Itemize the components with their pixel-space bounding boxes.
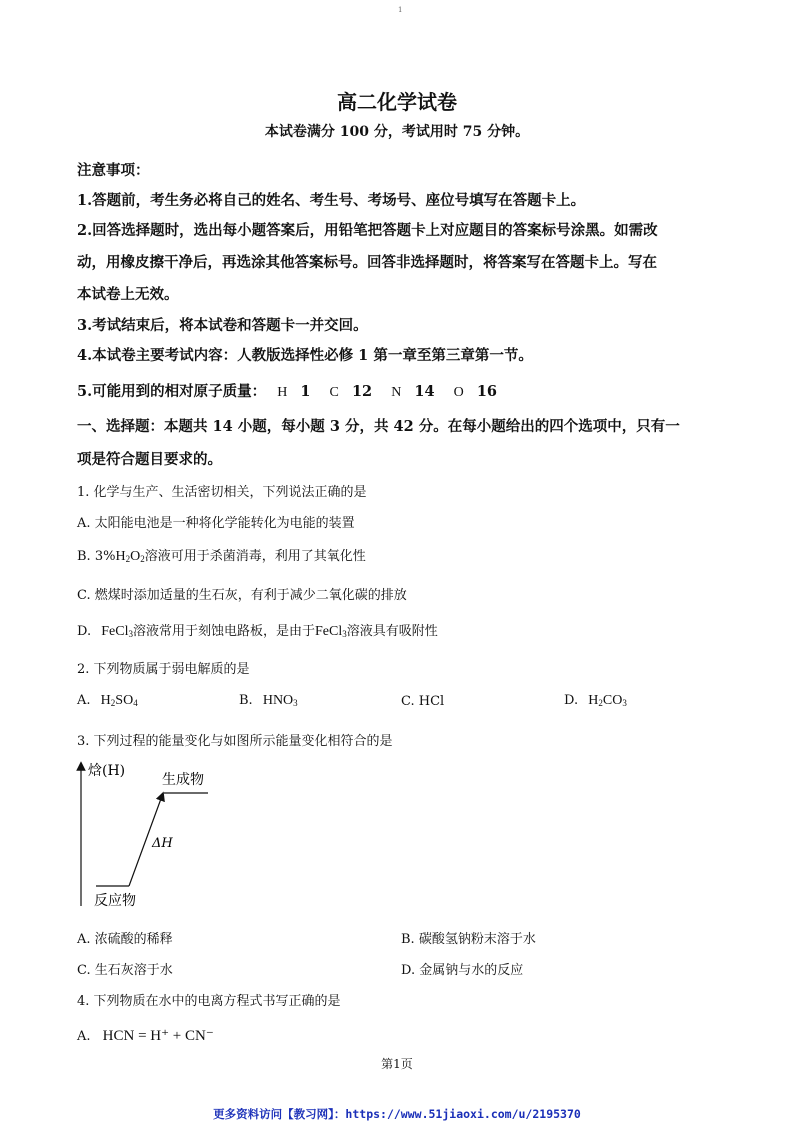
delta-h-label: ΔH bbox=[152, 836, 173, 851]
note-1: 1.答题前，考生务必将自己的姓名、考生号、考场号、座位号填写在答题卡上。 bbox=[77, 192, 586, 209]
note-5-label: 5.可能用到的相对原子质量： bbox=[77, 383, 267, 400]
q4-stem: 4. 下列物质在水中的电离方程式书写正确的是 bbox=[77, 994, 341, 1009]
hno3-formula: $HNO_3$ bbox=[262, 693, 298, 708]
q1-option-b bbox=[77, 545, 366, 565]
page-title: 高二化学试卷 bbox=[337, 90, 457, 114]
notes-heading: 注意事项： bbox=[77, 162, 150, 179]
note-3: 3.考试结束后，将本试卷和答题卡一并交回。 bbox=[77, 317, 368, 334]
q1-option-d-tail: 溶液具有吸附性 bbox=[346, 624, 438, 639]
q2-option-b bbox=[239, 693, 298, 709]
h2co3-formula: $H_2CO_3$ bbox=[588, 693, 627, 708]
h2o2-formula: $H_2O_2$ bbox=[115, 549, 145, 564]
q2-stem: 2. 下列物质属于弱电解质的是 bbox=[77, 662, 250, 677]
q3-option-d: D. 金属钠与水的反应 bbox=[401, 963, 524, 978]
note-2-line-3: 本试卷上无效。 bbox=[77, 286, 179, 303]
h2so4-formula: $H_2SO_4$ bbox=[100, 693, 138, 708]
section-1-line-1: 一、选择题：本题共 14 小题，每小题 3 分，共 42 分。在每小题给出的四个选项中，只有一 bbox=[77, 418, 680, 435]
note-4: 4.本试卷主要考试内容：人教版选择性必修 1 第一章至第三章第一节。 bbox=[77, 347, 533, 364]
q1-option-d-label: D. bbox=[77, 624, 92, 639]
page-number: 第1页 bbox=[381, 1057, 413, 1071]
q4-option-a bbox=[77, 1026, 214, 1045]
footer-link[interactable]: 更多资料访问【教习网】：https://www.51jiaoxi.com/u/2195370 bbox=[213, 1107, 581, 1121]
fecl3-formula: FeCl$_3$ bbox=[101, 624, 133, 639]
q2-option-d bbox=[564, 693, 627, 709]
mass-element-c: C bbox=[329, 385, 339, 400]
enthalpy-axis-label: 焓(H) bbox=[88, 763, 126, 779]
mass-element-o: O bbox=[453, 385, 464, 400]
mass-value-n: 14 bbox=[414, 383, 435, 400]
q3-option-b: B. 碳酸氢钠粉末溶于水 bbox=[401, 932, 536, 947]
section-1-line-2: 项是符合题目要求的。 bbox=[77, 451, 222, 468]
q3-option-c: C. 生石灰溶于水 bbox=[77, 963, 173, 978]
q1-option-b-text: 溶液可用于杀菌消毒，利用了其氧化性 bbox=[144, 549, 366, 564]
mass-element-n: N bbox=[391, 385, 402, 400]
q2-option-a-label: A. bbox=[77, 693, 91, 708]
q2-option-c: C. HCl bbox=[401, 694, 445, 709]
mass-value-h: 1 bbox=[300, 383, 311, 400]
note-2-line-1: 2.回答选择题时，选出每小题答案后，用铅笔把答题卡上对应题目的答案标号涂黑。如需改 bbox=[77, 222, 658, 239]
q2-option-b-label: B. bbox=[239, 693, 253, 708]
mass-element-h: H bbox=[277, 385, 288, 400]
q1-stem: 1. 化学与生产、生活密切相关，下列说法正确的是 bbox=[77, 485, 367, 500]
q4-option-a-equation: HCN = H⁺ + CN⁻ bbox=[102, 1028, 214, 1044]
reactant-label: 反应物 bbox=[94, 893, 136, 909]
q2-option-a bbox=[77, 693, 138, 709]
note-5 bbox=[77, 380, 497, 401]
q4-option-a-label: A. bbox=[77, 1029, 91, 1044]
exam-subtitle: 本试卷满分 100 分，考试用时 75 分钟。 bbox=[264, 124, 530, 140]
q1-option-b-prefix: B. 3% bbox=[77, 549, 116, 564]
q3-stem: 3. 下列过程的能量变化与如图所示能量变化相符合的是 bbox=[77, 734, 393, 749]
mass-value-o: 16 bbox=[476, 383, 498, 400]
q1-option-a: A. 太阳能电池是一种将化学能转化为电能的装置 bbox=[77, 516, 355, 531]
mass-value-c: 12 bbox=[351, 383, 373, 400]
product-label: 生成物 bbox=[162, 772, 204, 788]
q1-option-d-text: 溶液常用于刻蚀电路板，是由于 bbox=[132, 624, 315, 639]
note-2-line-2: 动，用橡皮擦干净后，再选涂其他答案标号。回答非选择题时，将答案写在答题卡上。写在 bbox=[77, 254, 657, 271]
energy-diagram bbox=[70, 756, 240, 912]
page-top-mark: 1 bbox=[398, 6, 403, 14]
q1-option-d bbox=[77, 620, 438, 640]
q3-option-a: A. 浓硫酸的稀释 bbox=[77, 932, 173, 947]
fecl3-formula-2: FeCl$_3$ bbox=[314, 624, 347, 639]
q1-option-c: C. 燃煤时添加适量的生石灰，有利于减少二氧化碳的排放 bbox=[77, 588, 407, 603]
q2-option-d-label: D. bbox=[564, 693, 579, 708]
